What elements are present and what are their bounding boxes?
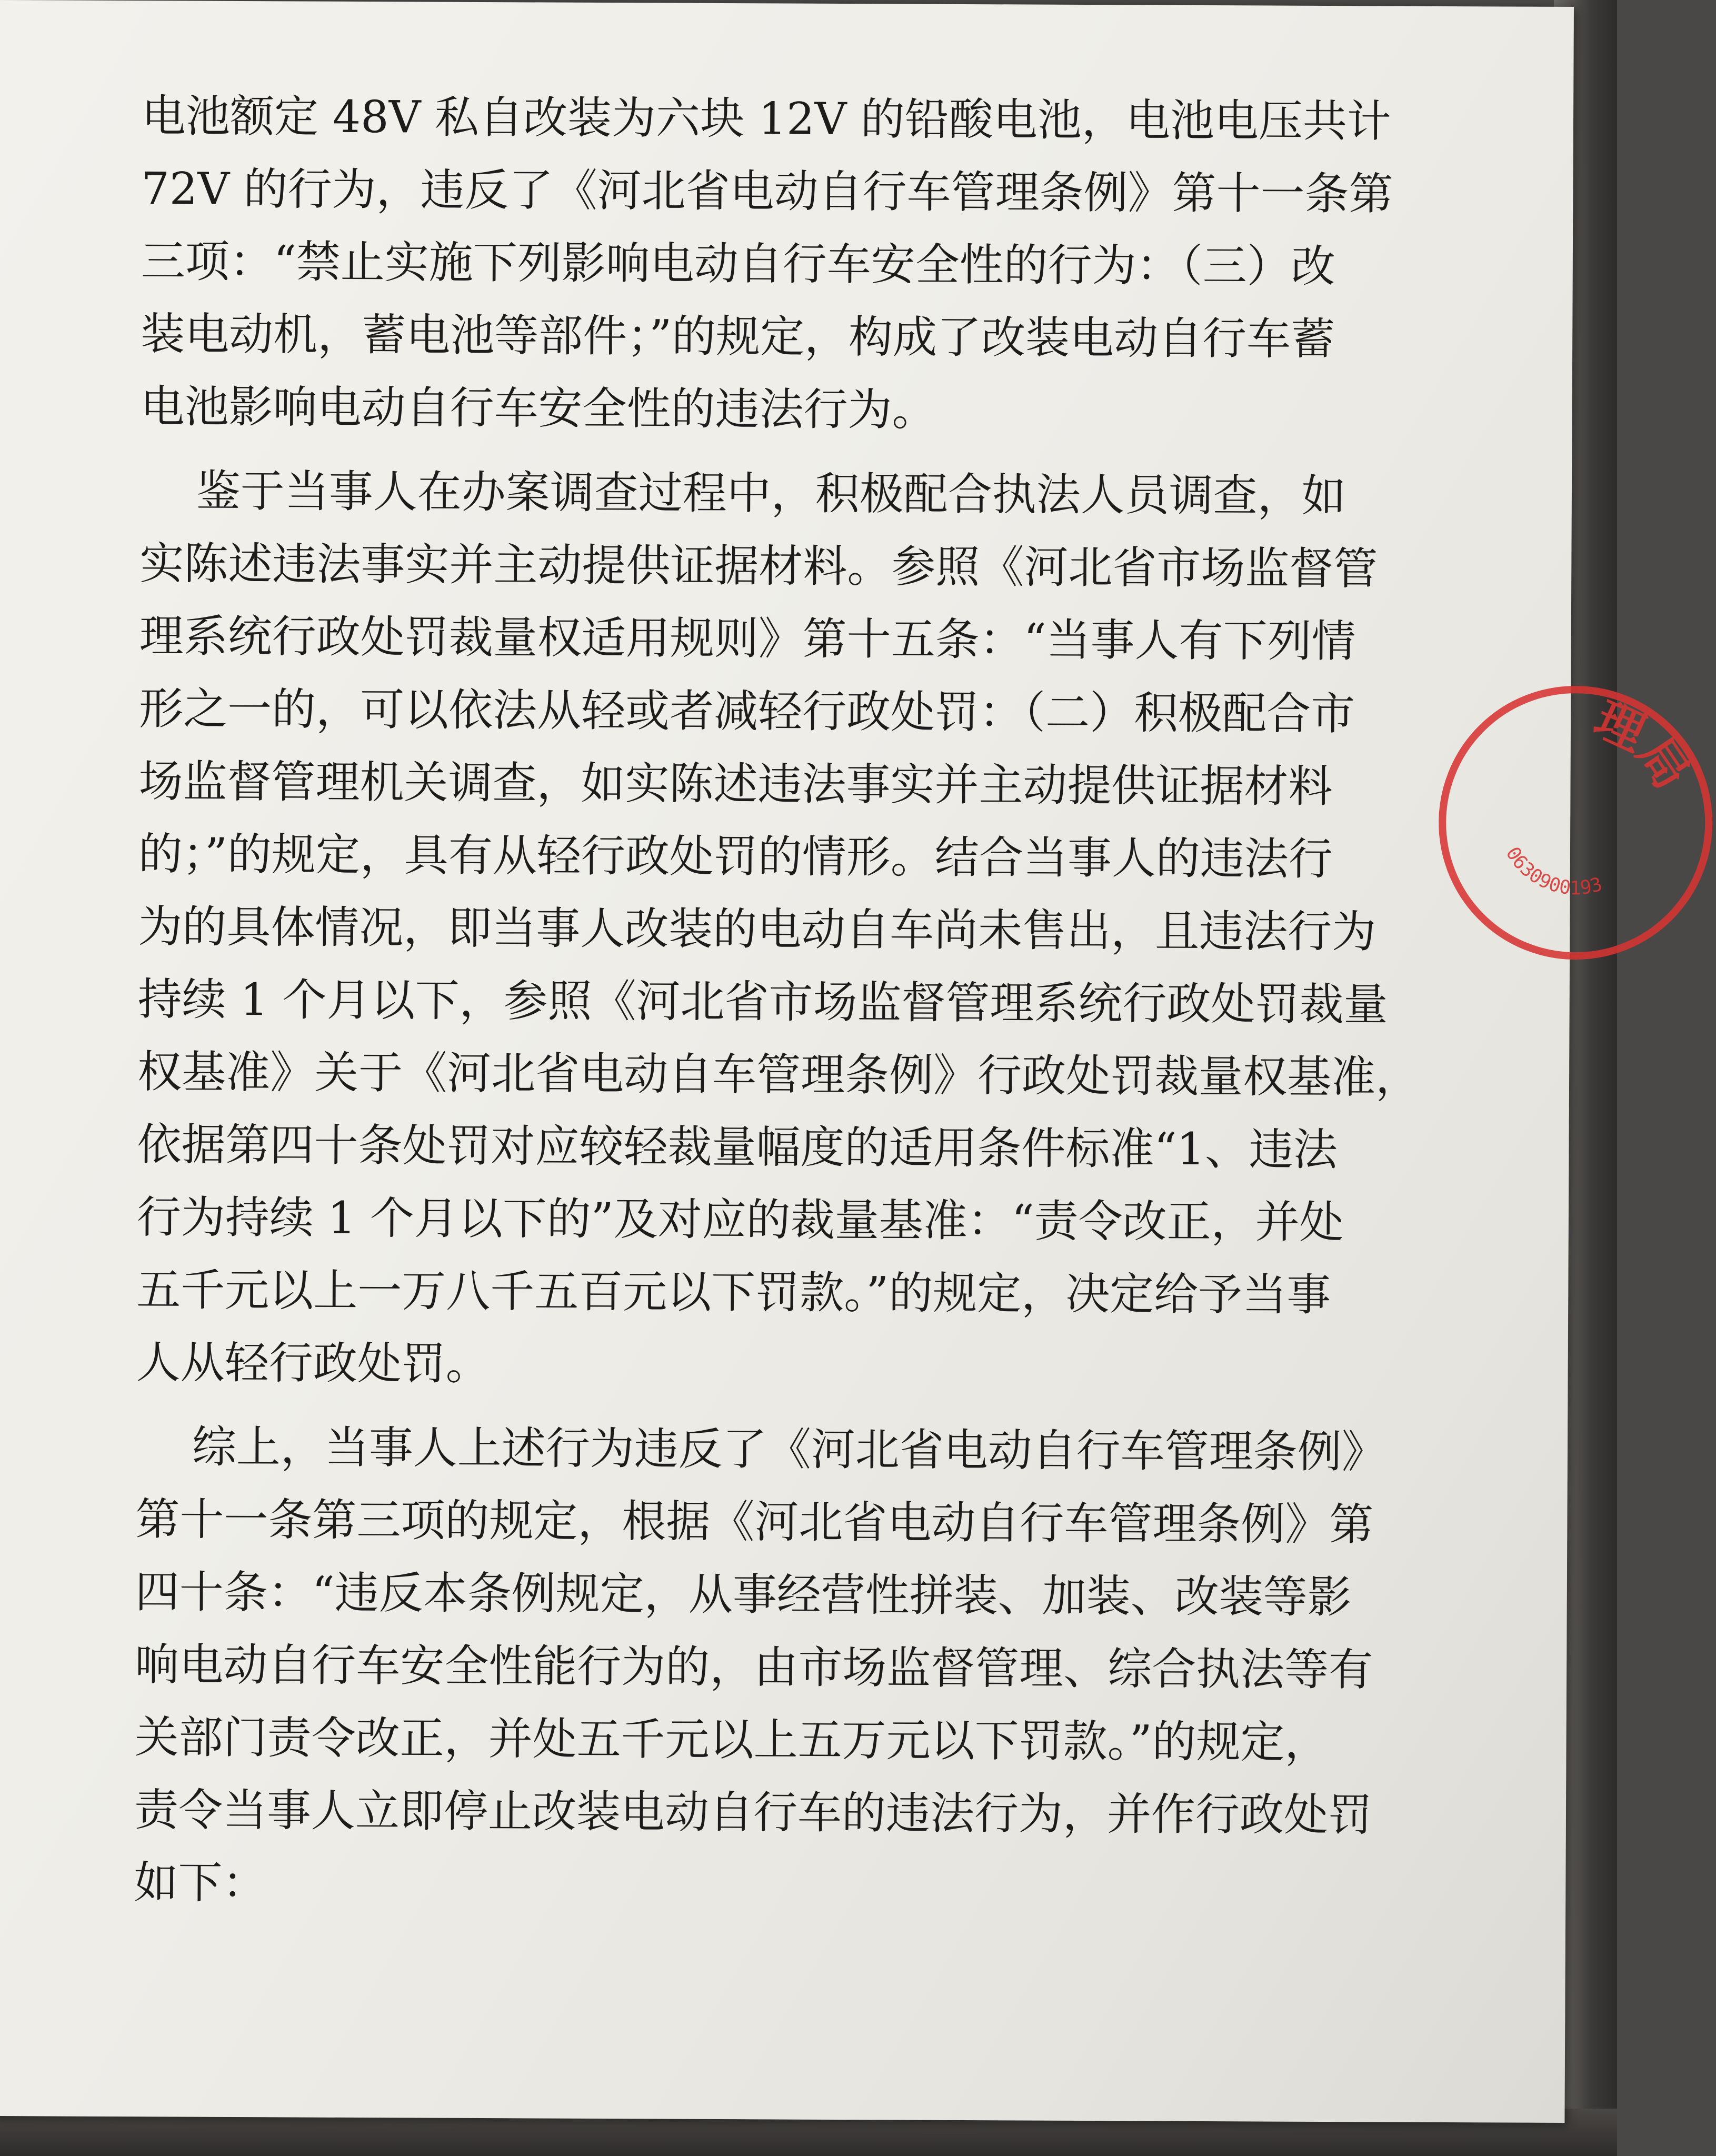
seal-text: 理局 (1586, 691, 1700, 799)
text-line: 人从轻行政处罚。 (136, 1336, 490, 1390)
official-seal (1438, 685, 1713, 960)
text-line: 形之一的，可以依法从轻或者减轻行政处罚：（二）积极配合市 (138, 683, 1355, 740)
seal-graphic (1438, 685, 1713, 960)
text-line: 第十一条第三项的规定，根据《河北省电动自行车管理条例》第 (135, 1493, 1374, 1551)
text-line: 场监督管理机关调查，如实陈述违法事实并主动提供证据材料 (138, 755, 1333, 813)
text-line: 关部门责令改正，并处五千元以上五万元以下罚款。”的规定， (134, 1711, 1329, 1769)
text-line: 持续 1 个月以下，参照《河北省市场监督管理系统行政处罚裁量 (137, 973, 1388, 1031)
text-line: 实陈述违法事实并主动提供证据材料。参照《河北省市场监督管 (139, 537, 1378, 595)
text-line: 权基准》关于《河北省电动自车管理条例》行政处罚裁量权基准， (137, 1046, 1420, 1103)
text-line: 理系统行政处罚裁量权适用规则》第十五条：“当事人有下列情 (139, 610, 1356, 667)
text-line: 综上，当事人上述行为违反了《河北省电动自行车管理条例》 (135, 1421, 1386, 1478)
text-line: 电池影响电动自行车安全性的违法行为。 (140, 381, 936, 436)
text-line: 责令当事人立即停止改装电动自行车的违法行为，并作行政处罚 (134, 1784, 1373, 1841)
seal-number: 0630900193 (1501, 843, 1605, 900)
document-body (134, 79, 1420, 1924)
text-line: 依据第四十条处罚对应较轻裁量幅度的适用条件标准“1、违法 (137, 1119, 1338, 1176)
text-line: 装电动机，蓄电池等部件；”的规定，构成了改装电动自行车蓄 (141, 308, 1335, 365)
text-line: 行为持续 1 个月以下的”及对应的裁量基准：“责令改正，并处 (136, 1191, 1344, 1249)
text-line: 为的具体情况，即当事人改装的电动自车尚未售出，且违法行为 (138, 901, 1376, 958)
text-line: 鉴于当事人在办案调查过程中，积极配合执法人员调查，如 (139, 465, 1346, 522)
text-line: 五千元以上一万八千五百元以下罚款。”的规定，决定给予当事 (136, 1264, 1331, 1321)
text-line: 72V 的行为，违反了《河北省电动自行车管理条例》第十一条第 (141, 163, 1393, 220)
text-line: 电池额定 48V 私自改装为六块 12V 的铅酸电池，电池电压共计 (141, 90, 1392, 147)
text-line: 四十条：“违反本条例规定，从事经营性拼装、加装、改装等影 (135, 1566, 1352, 1623)
text-line: 的；”的规定，具有从轻行政处罚的情形。结合当事人的违法行 (138, 828, 1333, 885)
text-line: 三项：“禁止实施下列影响电动自行车安全性的行为：（三）改 (141, 235, 1335, 293)
text-line: 响电动自行车安全性能行为的，由市场监督管理、综合执法等有 (134, 1639, 1373, 1696)
text-line: 如下： (134, 1856, 267, 1909)
